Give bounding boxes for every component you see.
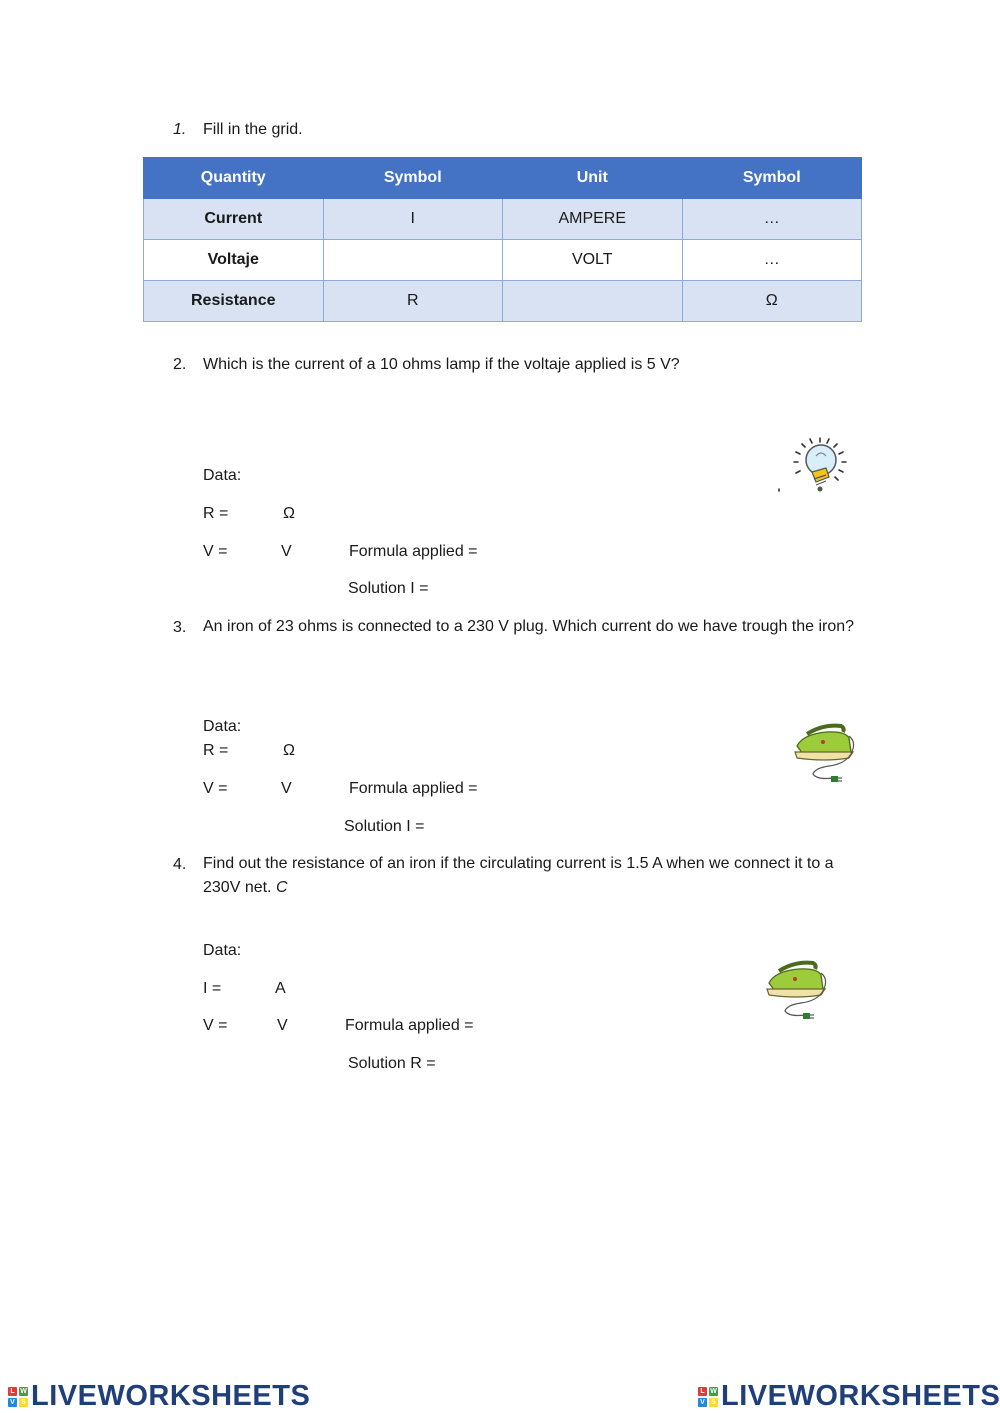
q2-r-label: R = bbox=[203, 505, 229, 522]
grid-header-row bbox=[144, 158, 862, 199]
grid-row-resistance bbox=[144, 281, 862, 322]
grid-cell-unit-symbol[interactable]: … bbox=[682, 199, 862, 240]
q3-solution-label: Solution I = bbox=[344, 818, 425, 835]
q3-formula-label: Formula applied = bbox=[349, 780, 478, 797]
grid-cell-quantity: Voltaje bbox=[144, 240, 324, 281]
grid-row-current bbox=[144, 199, 862, 240]
question-4-tail: C bbox=[275, 879, 288, 896]
logo-block: W bbox=[20, 1387, 27, 1395]
q4-i-unit[interactable]: A bbox=[275, 980, 286, 997]
logo-block: V bbox=[8, 1398, 17, 1407]
grid-header-unit-symbol: Symbol bbox=[682, 158, 862, 199]
grid-cell-quantity: Resistance bbox=[144, 281, 324, 322]
logo-text: LIVEWORKSHEETS bbox=[31, 1380, 311, 1412]
q3-data-label: Data: bbox=[203, 718, 242, 735]
grid-cell-unit[interactable]: AMPERE bbox=[503, 199, 683, 240]
question-4-number: 4. bbox=[173, 856, 187, 873]
grid-cell-unit-symbol[interactable]: … bbox=[682, 240, 862, 281]
grid-cell-symbol[interactable]: I bbox=[323, 199, 503, 240]
grid-header-unit: Unit bbox=[503, 158, 683, 199]
logo-block: S bbox=[19, 1398, 28, 1407]
q3-r-unit[interactable]: Ω bbox=[283, 742, 295, 759]
q4-i-label: I = bbox=[203, 980, 222, 997]
grid-cell-unit[interactable]: VOLT bbox=[503, 240, 683, 281]
grid-cell-unit-symbol[interactable]: Ω bbox=[682, 281, 862, 322]
logo-block: L bbox=[698, 1387, 707, 1396]
logo-block: L bbox=[8, 1387, 17, 1396]
grid-header-quantity: Quantity bbox=[144, 158, 324, 199]
q4-v-unit[interactable]: V bbox=[277, 1017, 288, 1034]
q4-solution-label: Solution R = bbox=[348, 1055, 436, 1072]
iron-icon bbox=[765, 953, 827, 1027]
q3-v-label: V = bbox=[203, 780, 228, 797]
question-3-text: An iron of 23 ohms is connected to a 230 V plug. Which current do we have trough the iron? bbox=[203, 618, 855, 635]
grid-cell-unit[interactable] bbox=[503, 281, 683, 322]
liveworksheets-logo-right[interactable] bbox=[698, 1380, 1000, 1413]
question-4-text bbox=[203, 852, 863, 900]
q4-formula-label: Formula applied = bbox=[345, 1017, 474, 1034]
logo-text: LIVEWORKSHEETS bbox=[721, 1380, 1000, 1412]
logo-blocks bbox=[698, 1387, 718, 1407]
iron-icon bbox=[793, 716, 855, 790]
q2-v-unit[interactable]: V bbox=[281, 543, 292, 560]
quantities-grid bbox=[143, 157, 862, 322]
q2-v-label: V = bbox=[203, 543, 228, 560]
q2-data-label: Data: bbox=[203, 467, 242, 484]
question-2-text: Which is the current of a 10 ohms lamp if the voltaje applied is 5 V? bbox=[203, 356, 680, 373]
logo-block: S bbox=[709, 1398, 718, 1407]
q2-r-unit[interactable]: Ω bbox=[283, 505, 295, 522]
q3-r-label: R = bbox=[203, 742, 229, 759]
question-2-number: 2. bbox=[173, 356, 187, 373]
lightbulb-icon bbox=[776, 434, 860, 496]
logo-block: V bbox=[698, 1398, 707, 1407]
grid-header-symbol: Symbol bbox=[323, 158, 503, 199]
question-3-number: 3. bbox=[173, 619, 187, 636]
q3-v-unit[interactable]: V bbox=[281, 780, 292, 797]
q2-formula-label: Formula applied = bbox=[349, 543, 478, 560]
q4-data-label: Data: bbox=[203, 942, 242, 959]
question-4-body: Find out the resistance of an iron if the circulating current is 1.5 A when we connect it to a 230V net. bbox=[203, 855, 834, 896]
liveworksheets-logo-left[interactable] bbox=[8, 1380, 310, 1413]
grid-cell-symbol[interactable]: R bbox=[323, 281, 503, 322]
grid-row-voltaje bbox=[144, 240, 862, 281]
grid-cell-symbol[interactable] bbox=[323, 240, 503, 281]
q4-v-label: V = bbox=[203, 1017, 228, 1034]
question-1-text: Fill in the grid. bbox=[203, 121, 303, 138]
logo-blocks bbox=[8, 1387, 28, 1407]
logo-block: W bbox=[710, 1387, 717, 1395]
grid-cell-quantity: Current bbox=[144, 199, 324, 240]
question-1-number: 1. bbox=[173, 121, 187, 138]
q2-solution-label: Solution I = bbox=[348, 580, 429, 597]
